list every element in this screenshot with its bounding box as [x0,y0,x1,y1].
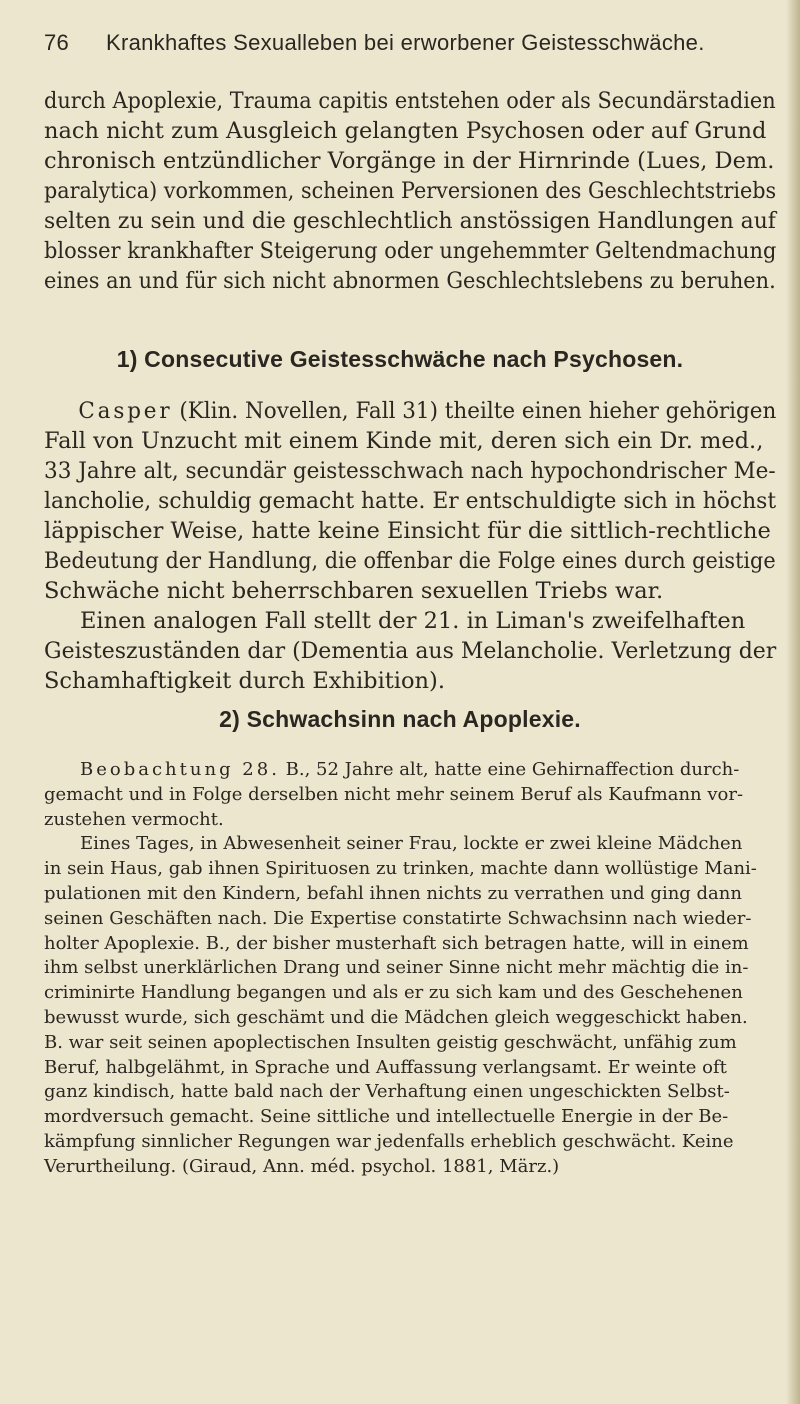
text-line-rest: B., 52 Jahre alt, hatte eine Gehirnaffection durch- [279,759,740,780]
text-line: bewusst wurde, sich geschämt und die Mädchen gleich weggeschickt haben. [44,1006,748,1028]
text-line: paralytica) vorkommen, scheinen Perversionen des Geschlechtstriebs [44,178,777,204]
text-line: Einen analogen Fall stellt der 21. in Liman's zweifelhaften [80,608,746,634]
text-line: Schwäche nicht beherrschbaren sexuellen Triebs war. [44,578,664,604]
observation-label: Beobachtung 28. [80,759,280,780]
text-line: B. war seit seinen apoplectischen Insulten geistig geschwächt, unfähig zum [44,1031,737,1053]
paragraph-intro [44,86,776,296]
text-line: pulationen mit den Kindern, befahl ihnen nichts zu verrathen und ging dann [44,882,742,904]
text-line: zustehen vermocht. [44,808,224,830]
paragraph-casper [44,396,776,606]
text-line: holter Apoplexie. B., der bisher musterhaft sich betragen hatte, will in einem [44,932,749,954]
text-line: chronisch entzündlicher Vorgänge in der Hirnrinde (Lues, Dem. [44,148,775,174]
running-title: Krankhaftes Sexualleben bei erworbener Geistesschwäche. [106,30,705,55]
text-line: eines an und für sich nicht abnormen Geschlechtslebens zu beruhen. [44,268,776,294]
text-line: selten zu sein und die geschlechtlich anstössigen Handlungen auf [44,208,776,234]
text-line: durch Apoplexie, Trauma capitis entstehen oder als Secundärstadien [44,88,776,114]
text-line: Schamhaftigkeit durch Exhibition). [44,668,445,694]
text-line: ganz kindisch, hatte bald nach der Verhaftung einen ungeschickten Selbst- [44,1081,730,1103]
text-line: blosser krankhafter Steigerung oder ungehemmter Geltendmachung [44,238,777,264]
page-edge-shadow [786,0,800,1404]
text-line: läppischer Weise, hatte keine Einsicht für die sittlich-rechtliche [44,518,771,544]
page-number: 76 [44,30,70,55]
author-name: Casper [78,398,173,424]
running-header [44,30,764,56]
text-line: Geisteszuständen dar (Dementia aus Melancholie. Verletzung der [44,638,777,664]
text-line: Bedeutung der Handlung, die offenbar die Folge eines durch geistige [44,548,776,574]
text-line: kämpfung sinnlicher Regungen war jedenfalls erheblich geschwächt. Keine [44,1130,734,1152]
text-line: seinen Geschäften nach. Die Expertise constatirte Schwachsinn nach wieder- [44,907,752,929]
text-line: nach nicht zum Ausgleich gelangten Psychosen oder auf Grund [44,118,767,144]
text-line: Beruf, halbgelähmt, in Sprache und Auffassung verlangsamt. Er weinte oft [44,1056,727,1078]
section-heading-1: 1) Consecutive Geistesschwäche nach Psychosen. [116,346,684,372]
text-line: gemacht und in Folge derselben nicht mehr seinem Beruf als Kaufmann vor- [44,783,744,805]
text-line: in sein Haus, gab ihnen Spirituosen zu trinken, machte dann wollüstige Mani- [44,858,757,880]
observation-28 [44,758,776,1180]
text-line [44,758,776,783]
text-line [44,396,777,426]
section-heading-2: 2) Schwachsinn nach Apoplexie. [219,706,581,732]
text-line: mordversuch gemacht. Seine sittliche und intellectuelle Energie in der Be- [44,1106,729,1128]
text-line: lancholie, schuldig gemacht hatte. Er entschuldigte sich in höchst [44,488,777,514]
paragraph-liman [44,606,776,696]
text-line: criminirte Handlung begangen und als er zu sich kam und des Geschehenen [44,982,743,1004]
text-line: Verurtheilung. (Giraud, Ann. méd. psychol. 1881, März.) [44,1155,560,1177]
text-line: Fall von Unzucht mit einem Kinde mit, deren sich ein Dr. med., [44,428,764,454]
text-line: 33 Jahre alt, secundär geistesschwach nach hypochondrischer Me- [44,458,776,484]
text-line: ihm selbst unerklärlichen Drang und seiner Sinne nicht mehr mächtig die in- [44,957,749,979]
text-line-rest: (Klin. Novellen, Fall 31) theilte einen hieher gehörigen [172,398,777,424]
text-line: Eines Tages, in Abwesenheit seiner Frau, lockte er zwei kleine Mädchen [80,833,743,855]
